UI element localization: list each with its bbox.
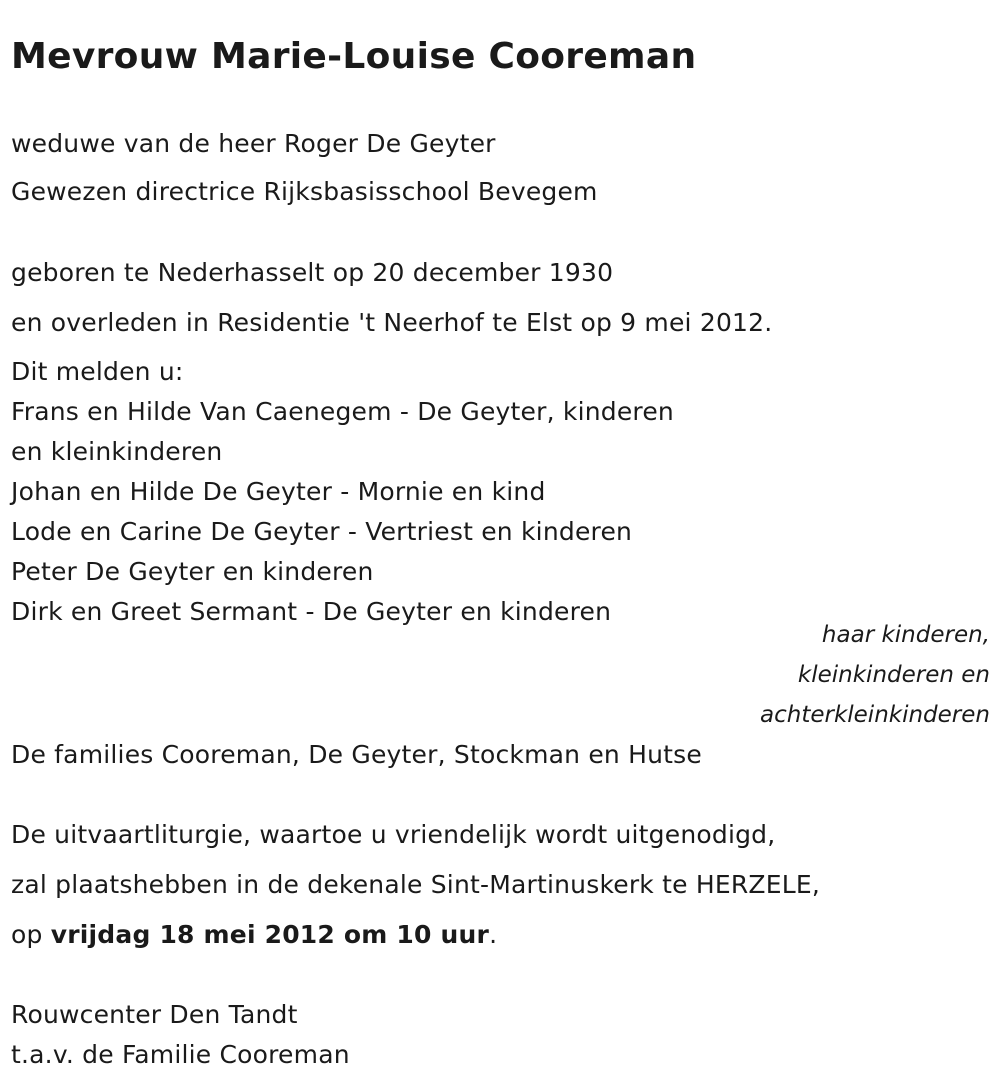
former-role-line: Gewezen directrice Rijksbasisschool Bevegem <box>11 177 598 206</box>
relation-line: achterkleinkinderen <box>760 702 990 728</box>
liturgy-line-3 <box>11 919 497 951</box>
liturgy-line-2: zal plaatshebben in de dekenale Sint-Martinuskerk te HERZELE, <box>11 870 821 899</box>
contact-line-1: Rouwcenter Den Tandt <box>11 1000 298 1029</box>
page-title: Mevrouw Marie-Louise Cooreman <box>11 36 697 77</box>
liturgy-date: vrijdag 18 mei 2012 om 10 uur <box>50 920 490 949</box>
announcer-line: Dirk en Greet Sermant - De Geyter en kinderen <box>11 597 612 626</box>
announcer-line: Lode en Carine De Geyter - Vertriest en kinderen <box>11 517 633 546</box>
relation-line: kleinkinderen en <box>797 662 990 688</box>
announcer-line: Johan en Hilde De Geyter - Mornie en kind <box>11 477 546 506</box>
families-line: De families Cooreman, De Geyter, Stockman en Hutse <box>11 740 702 769</box>
death-line: en overleden in Residentie 't Neerhof te Elst op 9 mei 2012. <box>11 308 773 337</box>
widow-of-line: weduwe van de heer Roger De Geyter <box>11 129 496 158</box>
announcer-line: en kleinkinderen <box>11 437 223 466</box>
relation-line: haar kinderen, <box>821 622 990 648</box>
birth-line: geboren te Nederhasselt op 20 december 1930 <box>11 258 614 287</box>
announcer-line: Peter De Geyter en kinderen <box>11 557 374 586</box>
announcer-line: Frans en Hilde Van Caenegem - De Geyter, kinderen <box>11 397 674 426</box>
liturgy-date-suffix: . <box>489 920 498 949</box>
liturgy-date-prefix: op <box>11 920 51 949</box>
contact-line-2: t.a.v. de Familie Cooreman <box>11 1040 350 1069</box>
liturgy-line-1: De uitvaartliturgie, waartoe u vriendelijk wordt uitgenodigd, <box>11 820 776 849</box>
announcers-intro: Dit melden u: <box>11 357 184 386</box>
